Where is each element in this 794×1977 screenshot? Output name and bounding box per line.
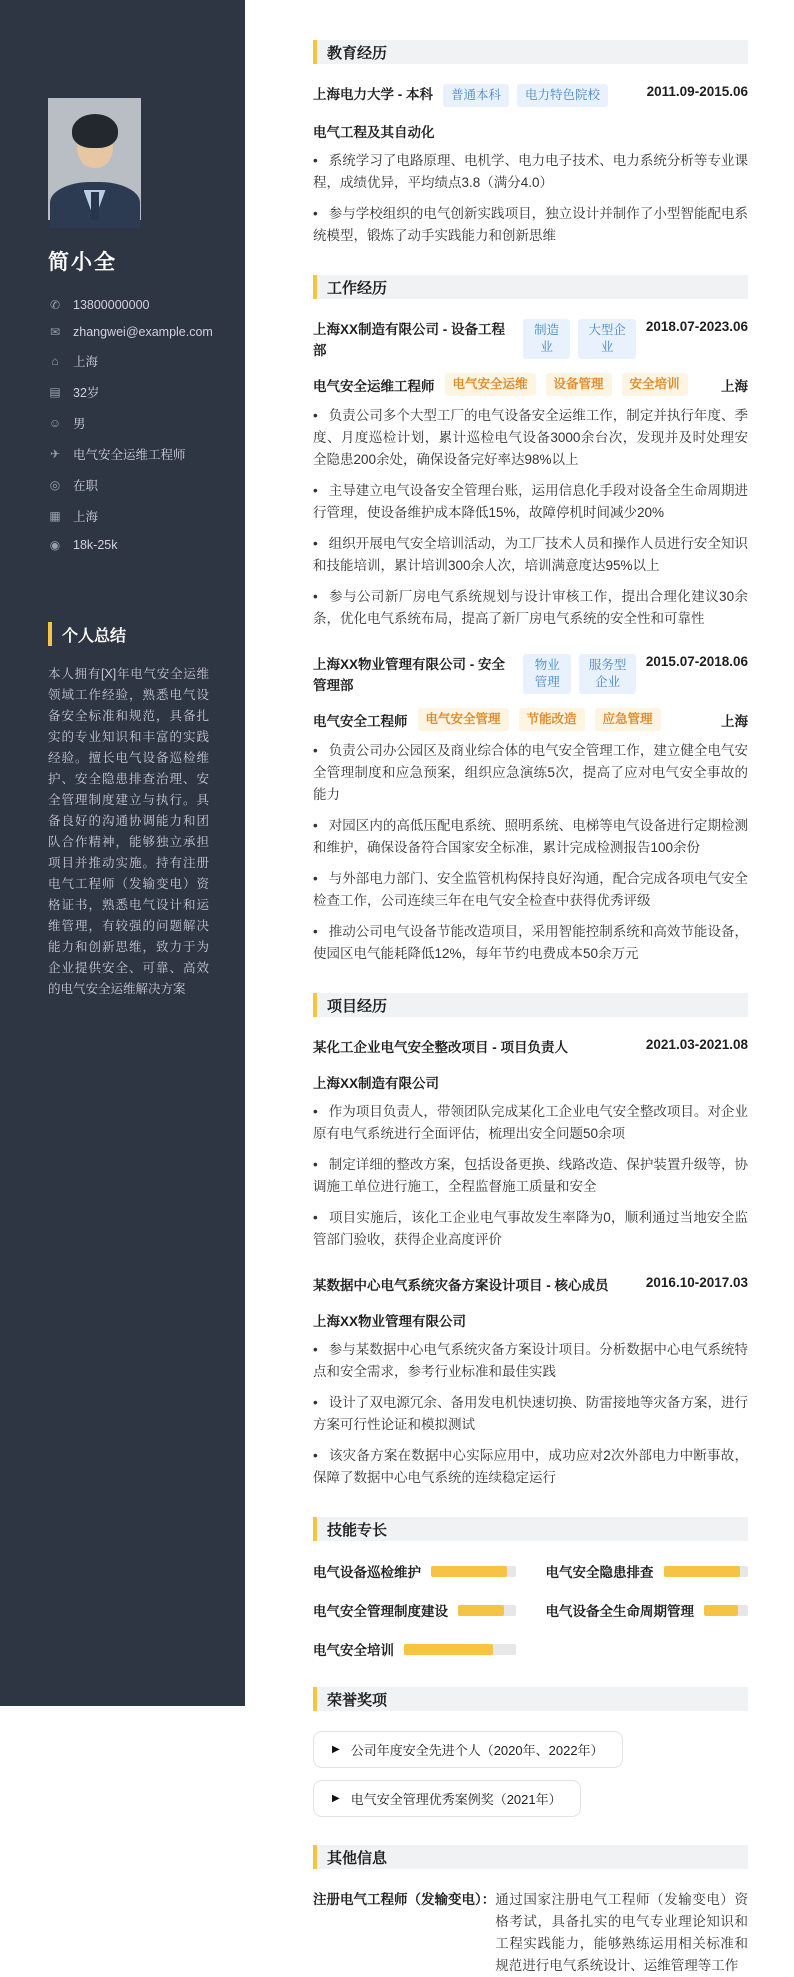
project-date: 2016.10-2017.03 (645, 1275, 748, 1290)
resume-main (245, 0, 794, 1973)
work-entry (313, 654, 748, 965)
award-item[interactable] (313, 1780, 581, 1817)
project-company: 上海XX制造有限公司 (313, 1076, 440, 1091)
education-section-title: 教育经历 (327, 44, 388, 62)
company-tags (523, 654, 636, 694)
skills-grid (313, 1561, 748, 1659)
section-accent-bar (313, 275, 317, 299)
profile-photo (48, 98, 141, 220)
skill-bar (704, 1605, 748, 1616)
role-tag: 电气安全运维 (445, 373, 536, 396)
section-accent-bar (313, 993, 317, 1017)
section-honors (313, 1687, 748, 1817)
job-title-icon: ✈ (49, 447, 61, 461)
contact-gender-value: 男 (73, 417, 86, 431)
skill-bar-fill (431, 1566, 507, 1577)
contact-phone-value: 13800000000 (73, 298, 150, 312)
project-name: 某数据中心电气系统灾备方案设计项目 - 核心成员 (313, 1278, 609, 1293)
project-bullets (313, 1339, 748, 1489)
bullet-item: • 作为项目负责人，带领团队完成某化工企业电气安全整改项目。对企业原有电气系统进行全面评估，梳理出安全问题50余项 (313, 1101, 748, 1145)
work-location: 上海 (721, 713, 748, 729)
role-tag: 设备管理 (546, 373, 612, 396)
other-section-title: 其他信息 (327, 1849, 388, 1867)
bullet-item: • 参与某数据中心电气系统灾备方案设计项目。分析数据中心电气系统特点和安全需求，参考行业标准和最佳实践 (313, 1339, 748, 1383)
section-accent-bar (313, 40, 317, 64)
status-icon: ◎ (49, 478, 61, 492)
company-name: 上海XX制造有限公司 - 设备工程部 (313, 322, 506, 358)
skill-label: 电气设备巡检维护 (313, 1565, 421, 1580)
email-icon: ✉ (49, 325, 61, 339)
bullet-item: • 与外部电力部门、安全监管机构保持良好沟通，配合完成各项电气安全检查工作，公司连续三年在电气安全检查中获得优秀评级 (313, 868, 748, 912)
role-tag: 应急管理 (595, 708, 661, 731)
section-accent-bar (313, 1517, 317, 1541)
honors-section-header (313, 1687, 748, 1711)
company-tag: 制造业 (523, 319, 570, 359)
bullet-item: • 组织开展电气安全培训活动，为工厂技术人员和操作人员进行安全知识和技能培训，累计培训300余人次，培训满意度达95%以上 (313, 533, 748, 577)
contact-job-title (48, 445, 209, 463)
phone-icon: ✆ (49, 298, 61, 312)
certificate-description: 通过国家注册电气工程师（发输变电）资格考试，具备扎实的电气专业理论知识和工程实践能力，能够熟练运用相关标准和规范进行电气系统设计、运维管理等工作 (495, 1892, 748, 1973)
bullet-item: • 负责公司办公园区及商业综合体的电气安全管理工作，建立健全电气安全管理制度和应急预案，组织应急演练5次，提高了应对电气安全事故的能力 (313, 740, 748, 806)
bullet-item: • 负责公司多个大型工厂的电气设备安全运维工作，制定并执行年度、季度、月度巡检计划，累计巡检电气设备3000余台次，发现并及时处理安全隐患200余处，确保设备完好率达98%以上 (313, 405, 748, 471)
skill-bar (431, 1566, 516, 1577)
contact-email-value: zhangwei@example.com (73, 325, 213, 339)
skill-label: 电气设备全生命周期管理 (545, 1604, 694, 1619)
work-entry (313, 319, 748, 630)
honors-section-title: 荣誉奖项 (327, 1691, 388, 1709)
skill-item (313, 1639, 516, 1659)
bullet-item: • 对园区内的高低压配电系统、照明系统、电梯等电气设备进行定期检测和维护，确保设备符合国家安全标准，累计完成检测报告100余份 (313, 815, 748, 859)
company-tag: 服务型企业 (579, 654, 636, 694)
bullet-item: • 参与公司新厂房电气系统规划与设计审核工作，提出合理化建议30余条，优化电气系统布局，提高了新厂房电气系统的安全性和可靠性 (313, 586, 748, 630)
contact-status-value: 在职 (73, 479, 99, 493)
contact-salary-value: 18k-25k (73, 538, 118, 552)
projects-section-title: 项目经历 (327, 997, 388, 1015)
building-icon: ▦ (49, 509, 61, 523)
work-date: 2018.07-2023.06 (645, 319, 748, 334)
project-entry (313, 1037, 748, 1251)
skill-bar-fill (704, 1605, 738, 1616)
skill-item (313, 1600, 516, 1620)
bullet-item: • 参与学校组织的电气创新实践项目，独立设计并制作了小型智能配电系统模型，锻炼了动手实践能力和创新思维 (313, 203, 748, 247)
skill-label: 电气安全培训 (313, 1643, 394, 1658)
contact-status (48, 476, 209, 494)
candidate-name: 简小全 (48, 251, 117, 274)
certificate-label: 注册电气工程师（发输变电）： (313, 1892, 496, 1907)
skill-bar (458, 1605, 516, 1616)
award-item[interactable] (313, 1731, 623, 1768)
contact-job-title-value: 电气安全运维工程师 (73, 448, 186, 462)
skill-bar-fill (458, 1605, 504, 1616)
contact-city-value: 上海 (73, 510, 99, 524)
bullet-item: • 项目实施后，该化工企业电气事故发生率降为0，顺利通过当地安全监管部门验收，获得企业高度评价 (313, 1207, 748, 1251)
photo-hair-shape (72, 114, 118, 148)
company-name: 上海XX物业管理有限公司 - 安全管理部 (313, 657, 506, 693)
project-date: 2021.03-2021.08 (645, 1037, 748, 1052)
role-tag: 节能改造 (519, 708, 585, 731)
company-tags (523, 319, 636, 359)
work-section-header (313, 275, 748, 299)
skill-item (546, 1561, 749, 1581)
school-name: 上海电力大学 - 本科 (313, 87, 433, 102)
role-tag: 电气安全管理 (418, 708, 509, 731)
education-tag: 普通本科 (443, 84, 509, 107)
award-text: 电气安全管理优秀案例奖（2021年） (350, 1792, 562, 1807)
section-projects (313, 993, 748, 1489)
skill-bar-fill (664, 1566, 740, 1577)
education-tag: 电力特色院校 (517, 84, 608, 107)
certificate-item (313, 1889, 748, 1977)
skill-item (313, 1561, 516, 1581)
contact-salary (48, 538, 209, 552)
major-name: 电气工程及其自动化 (313, 125, 435, 140)
skill-bar-fill (404, 1644, 493, 1655)
contact-gender (48, 414, 209, 432)
education-section-header (313, 40, 748, 64)
skill-item (546, 1600, 749, 1620)
work-bullets (313, 405, 748, 630)
contact-email (48, 325, 213, 339)
bullet-item: • 该灾备方案在数据中心实际应用中，成功应对2次外部电力中断事故，保障了数据中心电气系统的连续稳定运行 (313, 1445, 748, 1489)
work-section-title: 工作经历 (327, 279, 388, 297)
photo-tie-shape (91, 192, 99, 220)
skill-bar (404, 1644, 516, 1655)
section-education (313, 40, 748, 247)
contact-location-value: 上海 (73, 355, 99, 369)
role-name: 电气安全工程师 (313, 713, 408, 729)
contact-age-value: 32岁 (73, 386, 100, 400)
award-text: 公司年度安全先进个人（2020年、2022年） (350, 1743, 604, 1758)
section-work (313, 275, 748, 965)
education-bullets (313, 150, 748, 247)
contact-list (48, 298, 213, 552)
work-location: 上海 (721, 378, 748, 394)
skill-bar (664, 1566, 749, 1577)
summary-header (48, 622, 209, 646)
role-tag: 安全培训 (622, 373, 688, 396)
project-entry (313, 1275, 748, 1489)
play-icon: ▶ (332, 1744, 340, 1755)
home-icon: ⌂ (51, 354, 59, 368)
project-company: 上海XX物业管理有限公司 (313, 1314, 467, 1329)
bullet-item: • 系统学习了电路原理、电机学、电力电子技术、电力系统分析等专业课程，成绩优异，平均绩点3.8（满分4.0） (313, 150, 748, 194)
contact-age (48, 383, 209, 401)
skills-section-title: 技能专长 (327, 1521, 388, 1539)
summary-title: 个人总结 (62, 627, 127, 645)
education-entry (313, 84, 748, 247)
role-name: 电气安全运维工程师 (313, 378, 435, 394)
education-date: 2011.09-2015.06 (646, 84, 748, 99)
section-accent-bar (313, 1687, 317, 1711)
contact-city (48, 507, 209, 525)
company-tag: 物业管理 (523, 654, 571, 694)
project-name: 某化工企业电气安全整改项目 - 项目负责人 (313, 1040, 568, 1055)
summary-text: 本人拥有[X]年电气安全运维领域工作经验，熟悉电气设备安全标准和规范，具备扎实的专业知识和丰富的实践经验。擅长电气设备巡检维护、安全隐患排查治理、安全管理制度建立与执行。具备良好的沟通协调能力和团队合作精神，能够独立承担项目并推动实施。持有注册电气工程师（发输变电）资格证书，熟悉电气设计和运维管理，有较强的问题解决能力和创新思维，致力于为企业提供安全、可靠、高效的电气安全运维解决方案 (48, 667, 209, 996)
summary-accent-bar (48, 622, 52, 646)
contact-location (48, 352, 209, 370)
bullet-item: • 设计了双电源冗余、备用发电机快速切换、防雷接地等灾备方案，进行方案可行性论证和模拟测试 (313, 1392, 748, 1436)
education-tags (443, 84, 608, 107)
sidebar (0, 0, 245, 1706)
work-date: 2015.07-2018.06 (645, 654, 748, 669)
company-tag: 大型企业 (578, 319, 636, 359)
work-bullets (313, 740, 748, 965)
project-bullets (313, 1101, 748, 1251)
section-other (313, 1845, 748, 1977)
other-section-header (313, 1845, 748, 1869)
section-skills (313, 1517, 748, 1659)
awards-list (313, 1731, 748, 1817)
play-icon: ▶ (332, 1793, 340, 1804)
skill-label: 电气安全隐患排查 (545, 1565, 654, 1580)
bullet-item: • 主导建立电气设备安全管理台账，运用信息化手段对设备全生命周期进行管理，使设备维护成本降低15%，故障停机时间减少20% (313, 480, 748, 524)
salary-icon: ◉ (49, 538, 61, 552)
section-accent-bar (313, 1845, 317, 1869)
skills-section-header (313, 1517, 748, 1541)
bullet-item: • 推动公司电气设备节能改造项目，采用智能控制系统和高效节能设备，使园区电气能耗降低12%，每年节约电费成本50余万元 (313, 921, 748, 965)
skill-label: 电气安全管理制度建设 (313, 1604, 448, 1619)
age-icon: ▤ (49, 385, 61, 399)
contact-phone (48, 298, 209, 312)
gender-icon: ☺ (48, 416, 62, 430)
bullet-item: • 制定详细的整改方案，包括设备更换、线路改造、保护装置升级等，协调施工单位进行施工，全程监督施工质量和安全 (313, 1154, 748, 1198)
projects-section-header (313, 993, 748, 1017)
